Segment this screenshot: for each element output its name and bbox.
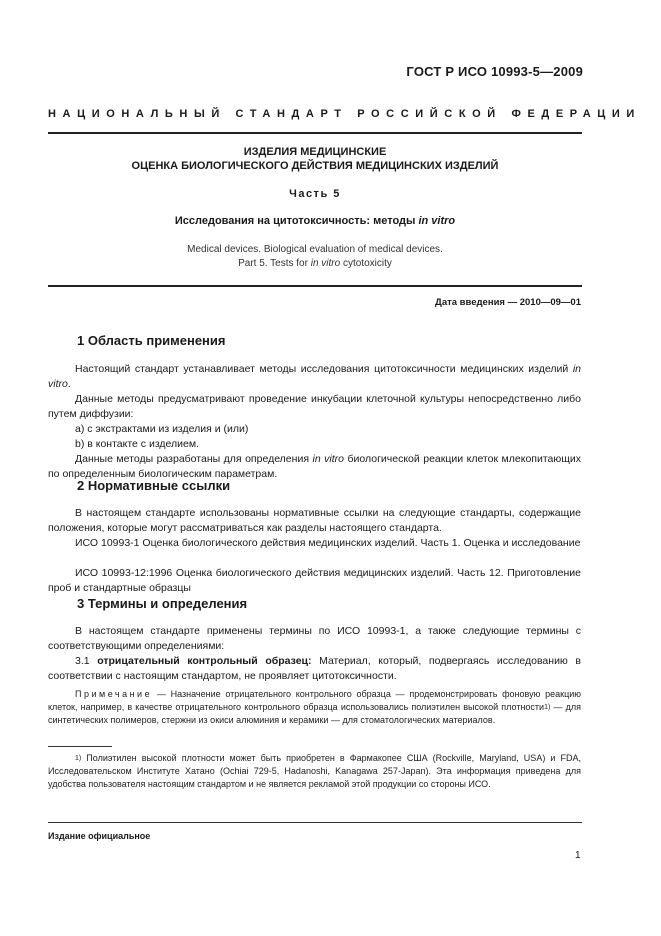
footer-divider bbox=[48, 822, 582, 823]
note-text-2: — для синтетических полимеров, стержни из окиси алюминия и керамики — для стоматологических материалов. bbox=[48, 702, 581, 725]
en2-post: cytotoxicity bbox=[340, 258, 392, 269]
s2-paragraph-1: В настоящем стандарте использованы нормативные ссылки на следующие стандарты, содержащие положения, которые могут рассматриваться как разделы настоящего стандарта. bbox=[48, 507, 581, 534]
s1-p3-text: Данные методы разработаны для определения bbox=[75, 453, 313, 465]
note-label: Примечание bbox=[75, 689, 153, 699]
s1-item-b: b) в контакте с изделием. bbox=[75, 438, 199, 450]
def-term: отрицательный контрольный образец: bbox=[97, 655, 312, 667]
english-title-1: Medical devices. Biological evaluation of medical devices. bbox=[187, 244, 443, 255]
s1-p1-italic: in vitro bbox=[48, 363, 581, 390]
s3-paragraph-1: В настоящем стандарте применены термины по ИСО 10993-1, а также следующие термины с соответствующими определениями: bbox=[48, 625, 581, 652]
s1-p1-text: Настоящий стандарт устанавливает методы исследования цитотоксичности медицинских изделий bbox=[75, 363, 573, 375]
s1-paragraph-1 bbox=[48, 362, 581, 392]
title-divider bbox=[48, 285, 582, 287]
title-line-2: ОЦЕНКА БИОЛОГИЧЕСКОГО ДЕЙСТВИЯ МЕДИЦИНСКИХ ИЗДЕЛИЙ bbox=[131, 160, 499, 172]
s1-paragraph-2: Данные методы предусматривают проведение инкубации клеточной культуры непосредственно либо путем диффузии: bbox=[48, 393, 581, 420]
def-number: 3.1 bbox=[75, 655, 98, 667]
def-text: Материал, который, подвергаясь исследованию в соответствии с настоящим стандартом, не проявляет цитотоксичности. bbox=[48, 655, 581, 682]
footnote bbox=[48, 752, 581, 791]
subtitle-text: Исследования на цитотоксичность: методы bbox=[174, 215, 419, 227]
english-title-2 bbox=[48, 258, 582, 269]
subtitle bbox=[48, 215, 582, 227]
header-divider bbox=[48, 132, 582, 134]
title-line-1: ИЗДЕЛИЯ МЕДИЦИНСКИЕ bbox=[243, 146, 387, 158]
en2-pre: Part 5. Tests for bbox=[238, 258, 311, 269]
page-number: 1 bbox=[575, 850, 581, 861]
subtitle-italic: in vitro bbox=[418, 215, 456, 227]
en2-italic: in vitro bbox=[310, 258, 341, 269]
s3-definition bbox=[48, 654, 581, 684]
footnote-marker: 1) bbox=[75, 755, 82, 762]
section-3-heading: 3 Термины и определения bbox=[77, 596, 248, 611]
section-2-heading: 2 Нормативные ссылки bbox=[77, 478, 231, 493]
footnote-divider bbox=[48, 746, 112, 747]
note-footnote-ref: 1) bbox=[544, 704, 551, 711]
section-1-heading: 1 Область применения bbox=[77, 333, 226, 348]
part-label: Часть 5 bbox=[289, 188, 341, 200]
note-text-1: — Назначение отрицательного контрольного образца — продемонстрировать фоновую реакцию клеток, например, в качестве отрицательного контрольного образца использовались полиэтилен высокой плотности bbox=[48, 689, 581, 712]
s2-reference-2: ИСО 10993-12:1996 Оценка биологического действия медицинских изделий. Часть 12. Приготовление проб и стандартные образцы bbox=[48, 567, 581, 594]
s1-p1-post: . bbox=[67, 378, 71, 390]
national-standard-banner: НАЦИОНАЛЬНЫЙ СТАНДАРТ РОССИЙСКОЙ ФЕДЕРАЦИИ bbox=[48, 108, 641, 120]
s3-note bbox=[48, 688, 581, 727]
footnote-text: Полиэтилен высокой плотности может быть приобретен в Фармакопее США (Rockville, Maryland, USA) и FDA, Исследовательском Институте Хатано (Ochiai 729-5, Hadanoshi, Kanagawa 257-Japan). Эта информация приведена для удобства пользователя настоящим стандартом и не является рекламой этой продукции со стороны ИСО. bbox=[48, 753, 581, 789]
s1-item-a: a) с экстрактами из изделия и (или) bbox=[75, 423, 249, 435]
s1-p3-post: биологической реакции клеток млекопитающих по определенным биологическим параметрам. bbox=[48, 453, 581, 480]
s2-reference-1: ИСО 10993-1 Оценка биологического действия медицинских изделий. Часть 1. Оценка и исследование bbox=[75, 537, 581, 549]
effective-date: Дата введения — 2010—09—01 bbox=[435, 297, 581, 308]
edition-label: Издание официальное bbox=[48, 831, 151, 841]
s1-p3-italic: in vitro bbox=[312, 453, 345, 465]
standard-code: ГОСТ Р ИСО 10993-5—2009 bbox=[406, 64, 583, 79]
